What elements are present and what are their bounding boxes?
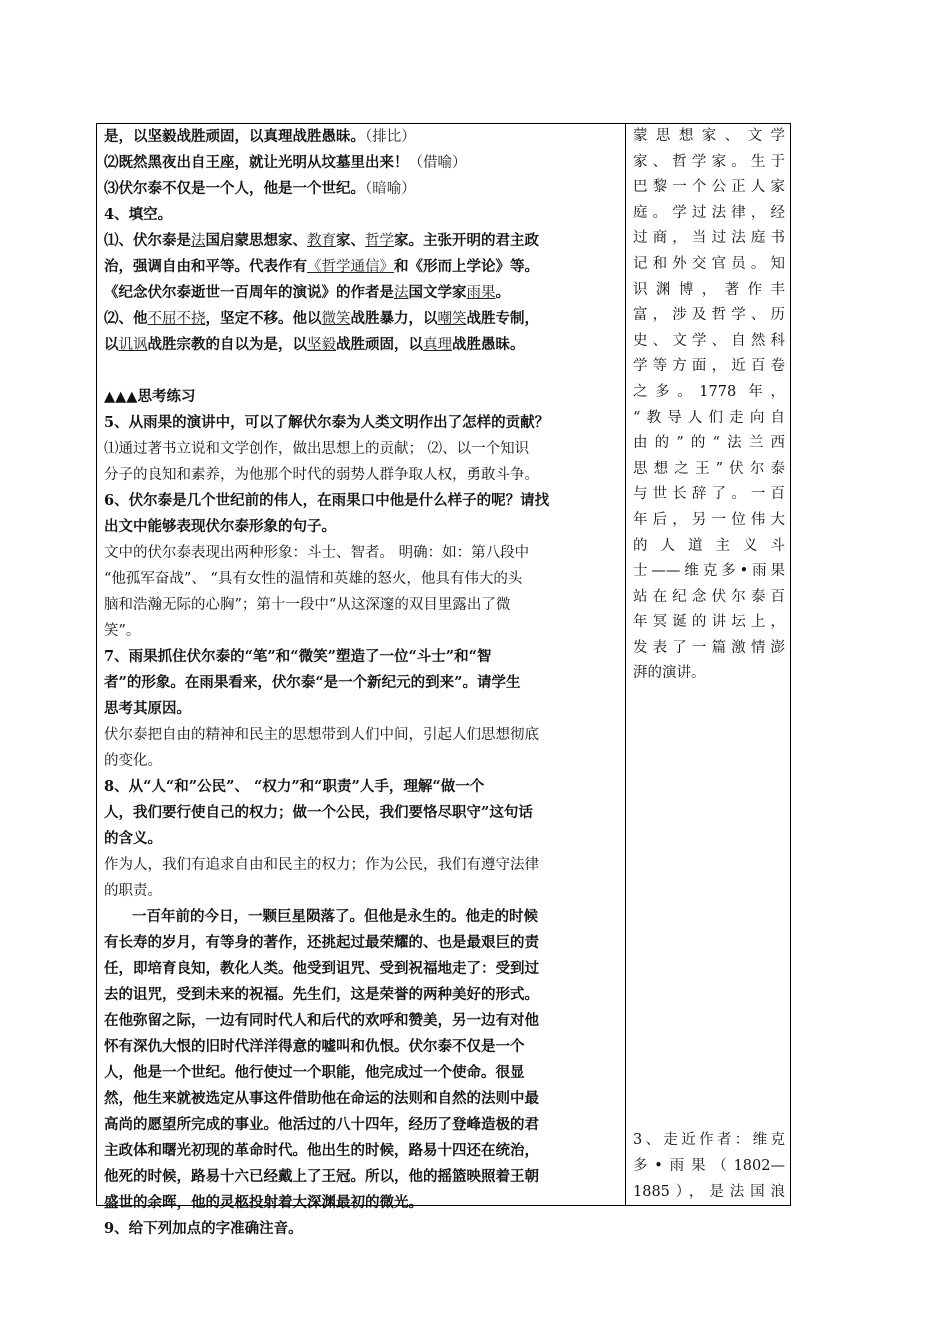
answer-6-line: “他孤军奋战”、 “具有女性的温情和英雄的怒火，他具有伟大的头 <box>104 571 523 587</box>
side-line: 士——维克多•雨果 <box>633 563 785 580</box>
side-line: 发表了一篇激情澎 <box>633 639 785 656</box>
answer-8-line: 的职责。 <box>104 883 162 899</box>
answer-5-line: 分子的良知和素养，为他那个时代的弱势人群争取人权，勇敢斗争。 <box>104 467 539 483</box>
passage-line: 去的诅咒，受到未来的祝福。先生们，这是荣誉的两种美好的形式。 <box>104 986 539 1003</box>
side-line: 由的”的“法兰西 <box>633 435 785 452</box>
side-line: 之多。1778 年， <box>633 383 785 400</box>
passage-line: 有长寿的岁月，有等身的著作，还挑起过最荣耀的、也是最艰巨的责 <box>104 934 539 951</box>
question-6-line: 6、伏尔泰是几个世纪前的伟人，在雨果口中他是什么样子的呢？请找 <box>104 492 550 509</box>
answer-5-line: ⑴通过著书立说和文学创作，做出思想上的贡献； ⑵、以一个知识 <box>104 441 530 457</box>
fill-blank-line: ⑵、他不屈不挠，坚定不移。他以微笑战胜暴力，以嘲笑战胜专制， <box>104 310 539 327</box>
fill-blank-line: 《纪念伏尔泰逝世一百周年的演说》的作者是法国文学家雨果。 <box>104 284 510 301</box>
passage-line: 高尚的愿望所完成的事业。他活过的八十四年，经历了登峰造极的君 <box>104 1116 539 1133</box>
side-line: 富，涉及哲学、历 <box>633 307 785 324</box>
passage-line: 一百年前的今日，一颗巨星陨落了。但他是永生的。他走的时候 <box>132 908 538 925</box>
content-table <box>96 123 791 1237</box>
side-line: 思想之王”伏尔泰 <box>633 460 785 477</box>
side-line: 庭。学过法律，经 <box>633 204 785 221</box>
text-line: ⑵既然黑夜出自王座，就让光明从坟墓里出来！（借喻） <box>104 154 467 171</box>
answer-7-line: 伏尔泰把自由的精神和民主的思想带到人们中间，引起人们思想彻底 <box>104 727 539 743</box>
side-line: 3、走近作者：维克 <box>633 1132 785 1148</box>
side-line: “教导人们走向自 <box>633 409 785 426</box>
side-line: 巴黎一个公正人家 <box>633 179 785 196</box>
fill-blank-line: 以讥讽战胜宗教的自以为是，以坚毅战胜顽固，以真理战胜愚昧。 <box>104 336 525 353</box>
side-line: 的人道主义斗 <box>633 537 785 554</box>
side-line: 史、文学、自然科 <box>633 332 785 349</box>
side-line: 识渊博，著作丰 <box>633 281 785 298</box>
side-line: 过商，当过法庭书 <box>633 230 785 247</box>
spacer <box>104 358 620 384</box>
fill-blank-line: 治，强调自由和平等。代表作有《哲学通信》和《形而上学论》等。 <box>104 258 539 275</box>
question-7-line: 者”的形象。在雨果看来，伏尔泰“是一个新纪元的到来”。请学生 <box>104 674 521 691</box>
question-9: 9、给下列加点的字准确注音。 <box>104 1220 303 1237</box>
question-8-line: 的含义。 <box>104 830 162 847</box>
side-line: 1885），是法国浪 <box>633 1184 785 1200</box>
side-line: 多•雨果（1802— <box>633 1158 785 1174</box>
passage-line: 他死的时候，路易十六已经戴上了王冠。所以，他的摇篮映照着王朝 <box>104 1168 539 1185</box>
side-line: 学等方面，近百卷 <box>633 358 785 375</box>
question-8-line: 人，我们要行使自己的权力；做一个公民，我们要恪尽职守”这句话 <box>104 804 533 821</box>
answer-6-line: 笑”。 <box>104 623 141 639</box>
passage-line: 任，即培育良知，教化人类。他受到诅咒、受到祝福地走了：受到过 <box>104 960 539 977</box>
passage-line: 在他弥留之际，一边有同时代人和后代的欢呼和赞美，另一边有对他 <box>104 1012 539 1029</box>
side-line: 蒙思想家、文学 <box>633 128 785 144</box>
side-line: 年冥诞的讲坛上， <box>633 614 785 631</box>
side-line: 与世长辞了。一百 <box>633 486 785 503</box>
question-4-title: 4、填空。 <box>104 206 173 223</box>
answer-8-line: 作为人，我们有追求自由和民主的权力；作为公民，我们有遵守法律 <box>104 857 539 873</box>
passage-line: 主政体和曙光初现的革命时代。他出生的时候，路易十四还在统治， <box>104 1142 539 1159</box>
passage-line: 人，他是一个世纪。他行使过一个职能，他完成过一个使命。很显 <box>104 1064 525 1081</box>
side-line: 站在纪念伏尔泰百 <box>633 588 785 605</box>
fill-blank-line: ⑴、伏尔泰是法国启蒙思想家、教育家、哲学家。主张开明的君主政 <box>104 232 539 249</box>
question-7-line: 思考其原因。 <box>104 700 191 717</box>
column-divider <box>625 124 626 1205</box>
passage-line: 怀有深仇大恨的旧时代洋洋得意的嘘叫和仇恨。伏尔泰不仅是一个 <box>104 1038 525 1055</box>
side-author-note <box>633 1127 785 1205</box>
question-5: 5、从雨果的演讲中，可以了解伏尔泰为人类文明作出了怎样的贡献？ <box>104 414 550 431</box>
side-line: 记和外交官员。知 <box>633 255 785 272</box>
side-column <box>633 124 785 687</box>
passage-line: 然，他生来就被选定从事这件借助他在命运的法则和自然的法则中最 <box>104 1090 539 1107</box>
answer-6-line: 文中的伏尔泰表现出两种形象：斗士、智者。 明确：如：第八段中 <box>104 545 530 561</box>
side-line: 家、哲学家。生于 <box>633 153 785 170</box>
answer-6-line: 脑和浩瀚无际的心胸”；第十一段中“从这深邃的双目里露出了微 <box>104 597 511 613</box>
section-title: ▲▲▲思考练习 <box>104 388 196 405</box>
answer-7-line: 的变化。 <box>104 753 162 769</box>
passage-line: 盛世的余晖，他的灵柩投射着大深渊最初的微光。 <box>104 1194 423 1211</box>
main-column <box>104 124 620 1242</box>
text-line: ⑶伏尔泰不仅是一个人，他是一个世纪。（暗喻） <box>104 180 416 197</box>
side-line: 湃的演讲。 <box>633 665 706 682</box>
side-line: 年后，另一位伟大 <box>633 511 785 528</box>
question-8-line: 8、从“人“和”公民”、 “权力”和“职责”人手，理解“做一个 <box>104 778 485 795</box>
text-line: 是，以坚毅战胜顽固，以真理战胜愚昧。（排比） <box>104 128 416 145</box>
question-6-line: 出文中能够表现伏尔泰形象的句子。 <box>104 518 336 535</box>
question-7-line: 7、雨果抓住伏尔泰的“笔”和“微笑”塑造了一位“斗士”和“智 <box>104 648 492 665</box>
